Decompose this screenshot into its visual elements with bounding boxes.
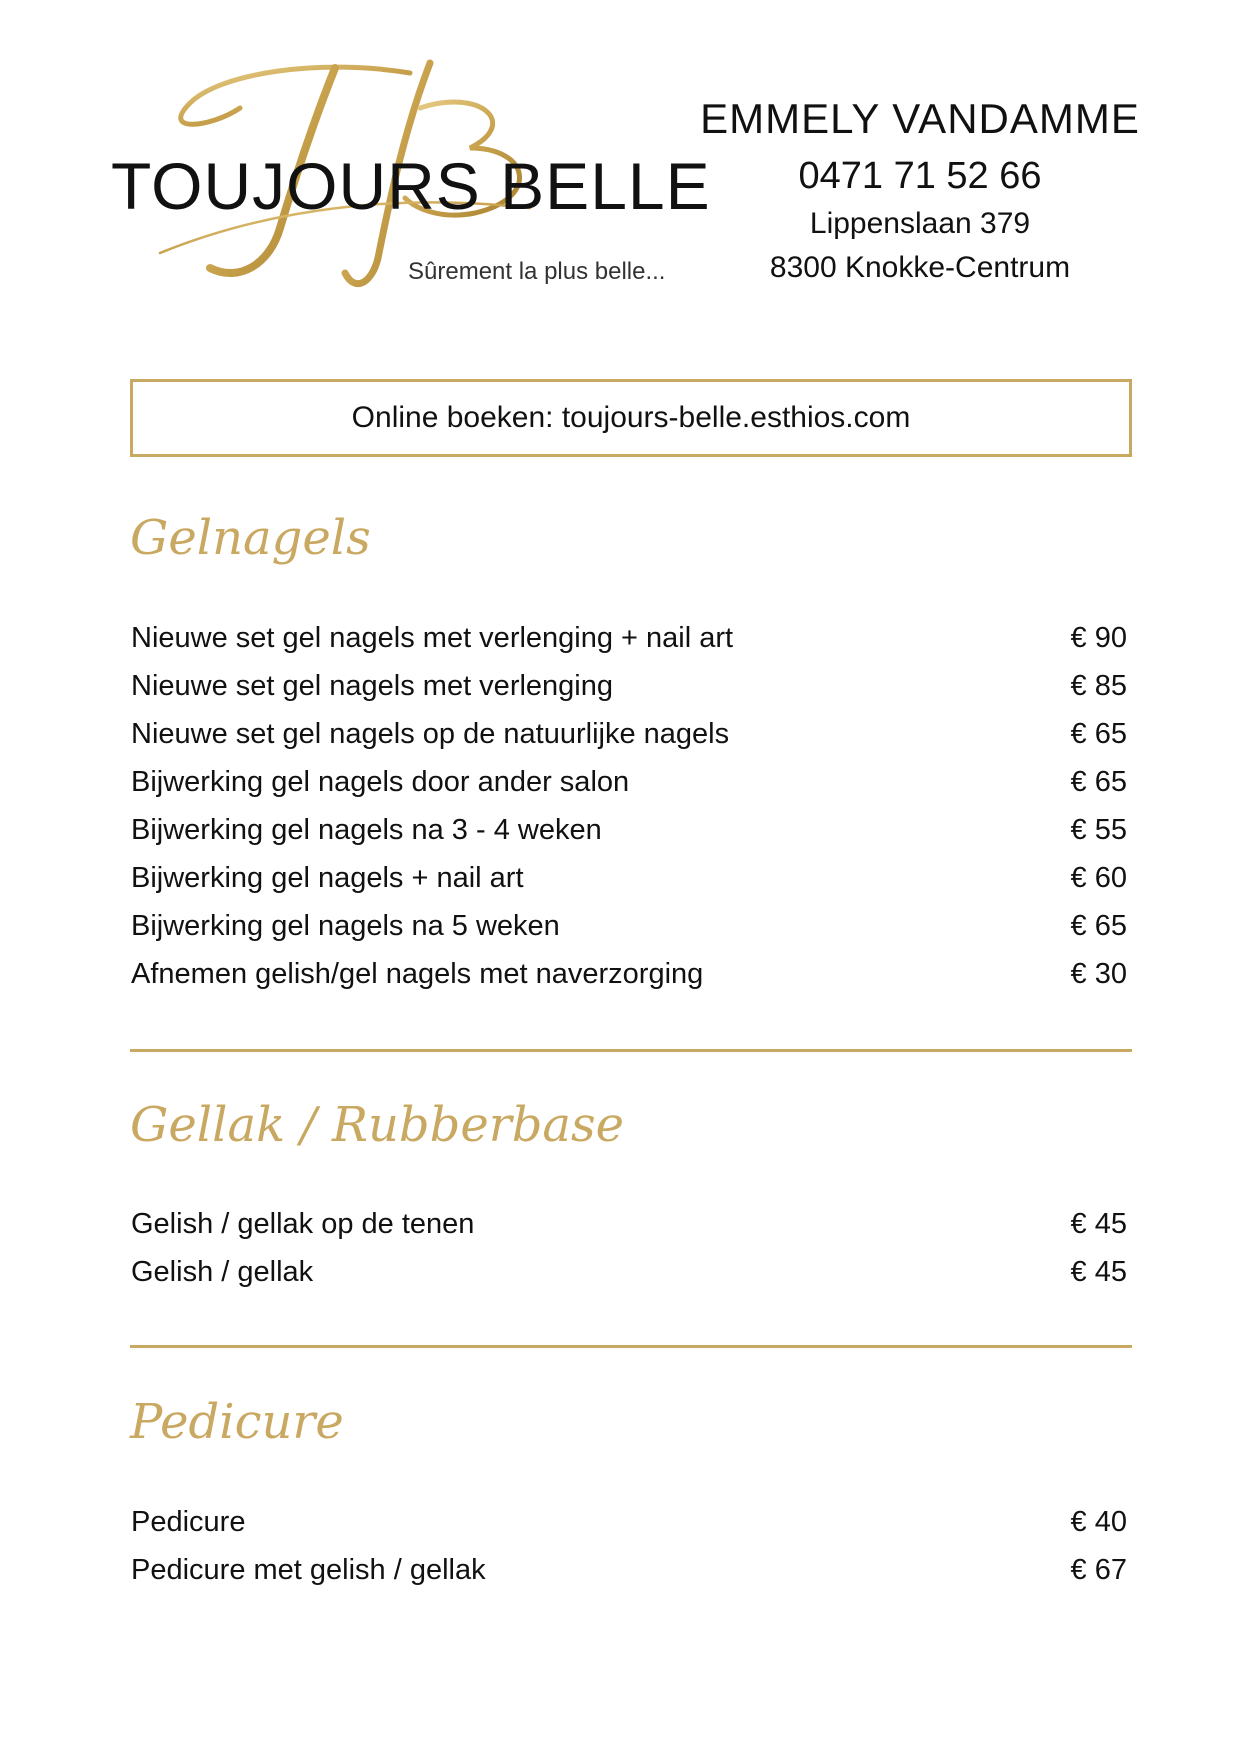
item-name: Gelish / gellak (131, 1255, 314, 1288)
list-item (131, 854, 1127, 902)
online-booking-text[interactable]: Online boeken: toujours-belle.esthios.com (351, 401, 911, 434)
price-list-pedicure (131, 1498, 1127, 1594)
section-title-gelnagels: Gelnagels (130, 510, 371, 566)
list-item (131, 758, 1127, 806)
item-name: Bijwerking gel nagels + nail art (131, 861, 524, 894)
list-item (131, 902, 1127, 950)
item-name: Bijwerking gel nagels na 3 - 4 weken (131, 813, 602, 846)
city-address: 8300 Knokke-Centrum (769, 251, 1071, 284)
list-item (131, 1546, 1127, 1594)
item-price: € 30 (1070, 957, 1127, 990)
owner-name: EMMELY VANDAMME (700, 95, 1140, 142)
item-price: € 90 (1070, 621, 1127, 654)
brand-name: TOUJOURS BELLE (111, 149, 711, 223)
price-list-gellak (131, 1200, 1127, 1296)
list-item (131, 662, 1127, 710)
item-name: Pedicure (131, 1505, 246, 1538)
brand-tagline: Sûrement la plus belle... (408, 258, 666, 285)
item-price: € 45 (1070, 1207, 1127, 1240)
contact-block (690, 92, 1150, 290)
item-name: Bijwerking gel nagels door ander salon (131, 765, 630, 798)
item-price: € 40 (1070, 1505, 1127, 1538)
list-item (131, 1200, 1127, 1248)
list-item (131, 710, 1127, 758)
list-item (131, 1498, 1127, 1546)
item-price: € 65 (1070, 717, 1127, 750)
list-item (131, 614, 1127, 662)
section-divider (130, 1049, 1132, 1052)
item-price: € 85 (1070, 669, 1127, 702)
item-name: Pedicure met gelish / gellak (131, 1553, 486, 1586)
list-item (131, 1248, 1127, 1296)
phone-number[interactable]: 0471 71 52 66 (798, 155, 1042, 197)
item-name: Gelish / gellak op de tenen (131, 1207, 475, 1240)
item-name: Bijwerking gel nagels na 5 weken (131, 909, 560, 942)
section-divider (130, 1345, 1132, 1348)
item-price: € 60 (1070, 861, 1127, 894)
item-price: € 65 (1070, 765, 1127, 798)
logo (100, 48, 711, 318)
item-name: Nieuwe set gel nagels op de natuurlijke nagels (131, 717, 730, 750)
item-price: € 67 (1070, 1553, 1127, 1586)
online-booking-box[interactable] (130, 379, 1132, 457)
list-item (131, 806, 1127, 854)
item-name: Nieuwe set gel nagels met verlenging + nail art (131, 621, 734, 654)
item-name: Afnemen gelish/gel nagels met naverzorging (131, 957, 704, 990)
item-name: Nieuwe set gel nagels met verlenging (131, 669, 613, 702)
section-title-gellak: Gellak / Rubberbase (130, 1097, 625, 1153)
item-price: € 55 (1070, 813, 1127, 846)
price-list-gelnagels (131, 614, 1127, 998)
street-address: Lippenslaan 379 (809, 207, 1031, 240)
item-price: € 65 (1070, 909, 1127, 942)
list-item (131, 950, 1127, 998)
item-price: € 45 (1070, 1255, 1127, 1288)
section-title-pedicure: Pedicure (130, 1394, 344, 1450)
